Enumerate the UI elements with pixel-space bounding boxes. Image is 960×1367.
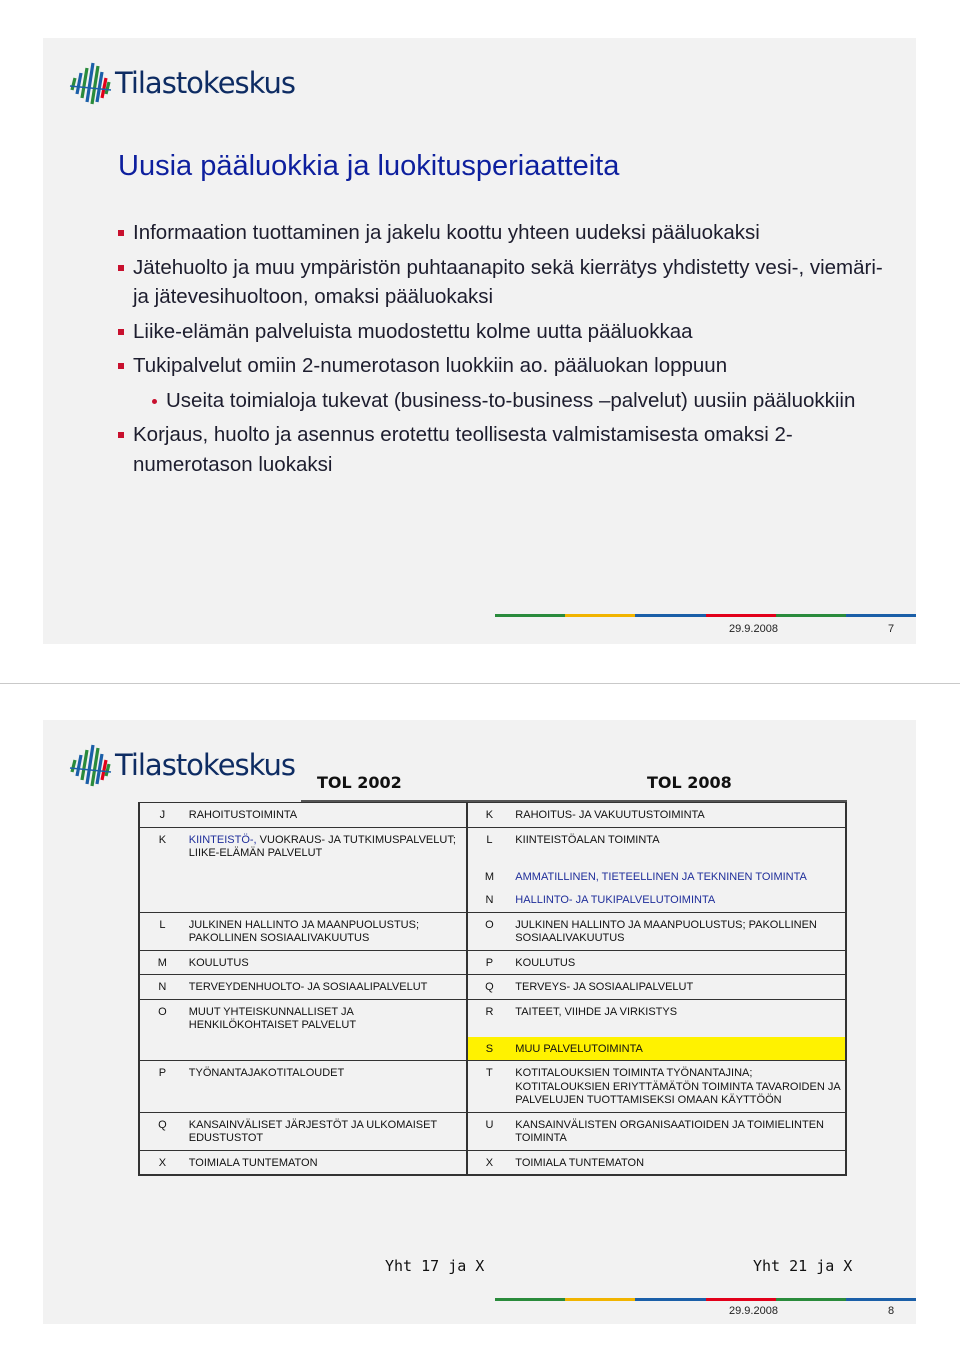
tol2002-code: M: [139, 950, 185, 975]
tol2008-name: KANSAINVÄLISTEN ORGANISAATIOIDEN JA TOIMIELINTEN TOIMINTA: [511, 1112, 846, 1150]
tol2008-name: TERVEYS- JA SOSIAALIPALVELUT: [511, 975, 846, 1000]
tol2008-code: K: [467, 803, 512, 828]
tol2008-name: TOIMIALA TUNTEMATON: [511, 1150, 846, 1175]
tol2002-code: Q: [139, 1112, 185, 1150]
tol2002-code: L: [139, 912, 185, 950]
sub-bullet-item: Useita toimialoja tukevat (business-to-business –palvelut) uusiin pääluokkiin: [118, 386, 888, 416]
tol2002-name: KANSAINVÄLISET JÄRJESTÖT JA ULKOMAISET EDUSTUSTOT: [185, 1112, 467, 1150]
tol2008-name: TAITEET, VIIHDE JA VIRKISTYS: [511, 999, 846, 1037]
tol2002-name: RAHOITUSTOIMINTA: [185, 803, 467, 828]
highlighted-term: KIINTEISTÖ-,: [188, 833, 257, 846]
bullet-item: Korjaus, huolto ja asennus erotettu teollisesta valmistamisesta omaksi 2-numerotason luokaksi: [118, 420, 888, 479]
tol2008-code: R: [467, 999, 512, 1037]
page-number: 8: [888, 1305, 895, 1317]
table-row: [139, 912, 846, 950]
total-tol2002: Yht 17 ja X: [385, 1257, 485, 1275]
tol2002-name: [185, 888, 467, 912]
tol2008-name: KOTITALOUKSIEN TOIMINTA TYÖNANTAJINA; KOTITALOUKSIEN ERIYTTÄMÄTÖN TOIMINTA TAVAROIDEN JA PALVELUJEN TUOTTAMISEKSI OMAAN KÄYTTÖÖN: [511, 1061, 846, 1113]
footer-color-bar: [495, 1298, 916, 1301]
tol2002-name: [185, 865, 467, 889]
tol2002-code: O: [139, 999, 185, 1037]
table-row: [139, 865, 846, 889]
footer-date: 29.9.2008: [729, 1305, 778, 1317]
tol2002-name: TOIMIALA TUNTEMATON: [185, 1150, 467, 1175]
tol2008-code: O: [467, 912, 512, 950]
footer-color-bar: [495, 614, 916, 617]
bullet-item: Informaation tuottaminen ja jakelu koottu yhteen uudeksi pääluokaksi: [118, 218, 888, 248]
tol-comparison-table: [138, 802, 847, 1176]
tol2002-name: TERVEYDENHUOLTO- JA SOSIAALIPALVELUT: [185, 975, 467, 1000]
tol2002-name: TYÖNANTAJAKOTITALOUDET: [185, 1061, 467, 1113]
column-header-tol2002: TOL 2002: [317, 773, 402, 792]
tol2008-code: L: [467, 827, 512, 865]
tol2008-code: Q: [467, 975, 512, 1000]
slide-8: [43, 720, 916, 1324]
tol2008-code: P: [467, 950, 512, 975]
tol2002-name: JULKINEN HALLINTO JA MAANPUOLUSTUS; PAKOLLINEN SOSIAALIVAKUUTUS: [185, 912, 467, 950]
logo-text: Tilastokeskus: [115, 748, 296, 782]
tol2002-code: K: [139, 827, 185, 865]
tol2008-name: KOULUTUS: [511, 950, 846, 975]
tilastokeskus-logo: [69, 742, 295, 788]
slide-title: Uusia pääluokkia ja luokitusperiaatteita: [118, 150, 620, 182]
tol2002-code: [139, 865, 185, 889]
tol2008-name: JULKINEN HALLINTO JA MAANPUOLUSTUS; PAKOLLINEN SOSIAALIVAKUUTUS: [511, 912, 846, 950]
tol2002-name: KIINTEISTÖ-, VUOKRAUS- JA TUTKIMUSPALVELUT; LIIKE-ELÄMÄN PALVELUT: [185, 827, 467, 865]
tol2002-name: KOULUTUS: [185, 950, 467, 975]
logo-text: Tilastokeskus: [115, 66, 296, 100]
total-tol2008: Yht 21 ja X: [753, 1257, 853, 1275]
bullet-item: Jätehuolto ja muu ympäristön puhtaanapito sekä kierrätys yhdistetty vesi-, viemäri- ja jätevesihuoltoon, omaksi pääluokaksi: [118, 253, 888, 312]
tol2002-name: MUUT YHTEISKUNNALLISET JA HENKILÖKOHTAISET PALVELUT: [185, 999, 467, 1037]
tol2002-code: P: [139, 1061, 185, 1113]
bullet-item: Liike-elämän palveluista muodostettu kolme uutta pääluokkaa: [118, 317, 888, 347]
tol2008-code: U: [467, 1112, 512, 1150]
tol2008-name: KIINTEISTÖALAN TOIMINTA: [511, 827, 846, 865]
tol2002-code: [139, 888, 185, 912]
tilastokeskus-logo-icon: [69, 60, 113, 106]
table-row: [139, 999, 846, 1037]
tilastokeskus-logo-icon: [69, 742, 113, 788]
table-row: [139, 888, 846, 912]
tol2008-code: T: [467, 1061, 512, 1113]
table-row: [139, 975, 846, 1000]
table-row: [139, 1037, 846, 1061]
tol2008-name: HALLINTO- JA TUKIPALVELUTOIMINTA: [515, 894, 716, 906]
tol2008-name: AMMATILLINEN, TIETEELLINEN JA TEKNINEN TOIMINTA: [515, 870, 807, 883]
bullet-list: [118, 218, 888, 484]
footer-date: 29.9.2008: [729, 623, 778, 635]
tol2008-name: RAHOITUS- JA VAKUUTUSTOIMINTA: [511, 803, 846, 828]
tol2008-code: S: [467, 1037, 512, 1061]
table-row: [139, 827, 846, 865]
tol2008-name: MUU PALVELUTOIMINTA: [511, 1037, 846, 1061]
bullet-item: Tukipalvelut omiin 2-numerotason luokkiin ao. pääluokan loppuun: [118, 351, 888, 381]
table-row: [139, 950, 846, 975]
table-row: [139, 1112, 846, 1150]
tol2002-code: N: [139, 975, 185, 1000]
table-row: [139, 1061, 846, 1113]
page-number: 7: [888, 623, 895, 635]
tol2002-code: [139, 1037, 185, 1061]
page-divider: [0, 683, 960, 684]
tol2008-code: M: [484, 870, 494, 883]
tol2008-code: N: [485, 894, 494, 906]
tilastokeskus-logo: [69, 60, 295, 106]
tol2002-code: J: [139, 803, 185, 828]
table-row: [139, 803, 846, 828]
tol2002-code: X: [139, 1150, 185, 1175]
table-row: [139, 1150, 846, 1175]
tol2002-name: [185, 1037, 467, 1061]
tol2008-code: X: [467, 1150, 512, 1175]
slide-7: [43, 38, 916, 644]
column-header-tol2008: TOL 2008: [647, 773, 732, 792]
